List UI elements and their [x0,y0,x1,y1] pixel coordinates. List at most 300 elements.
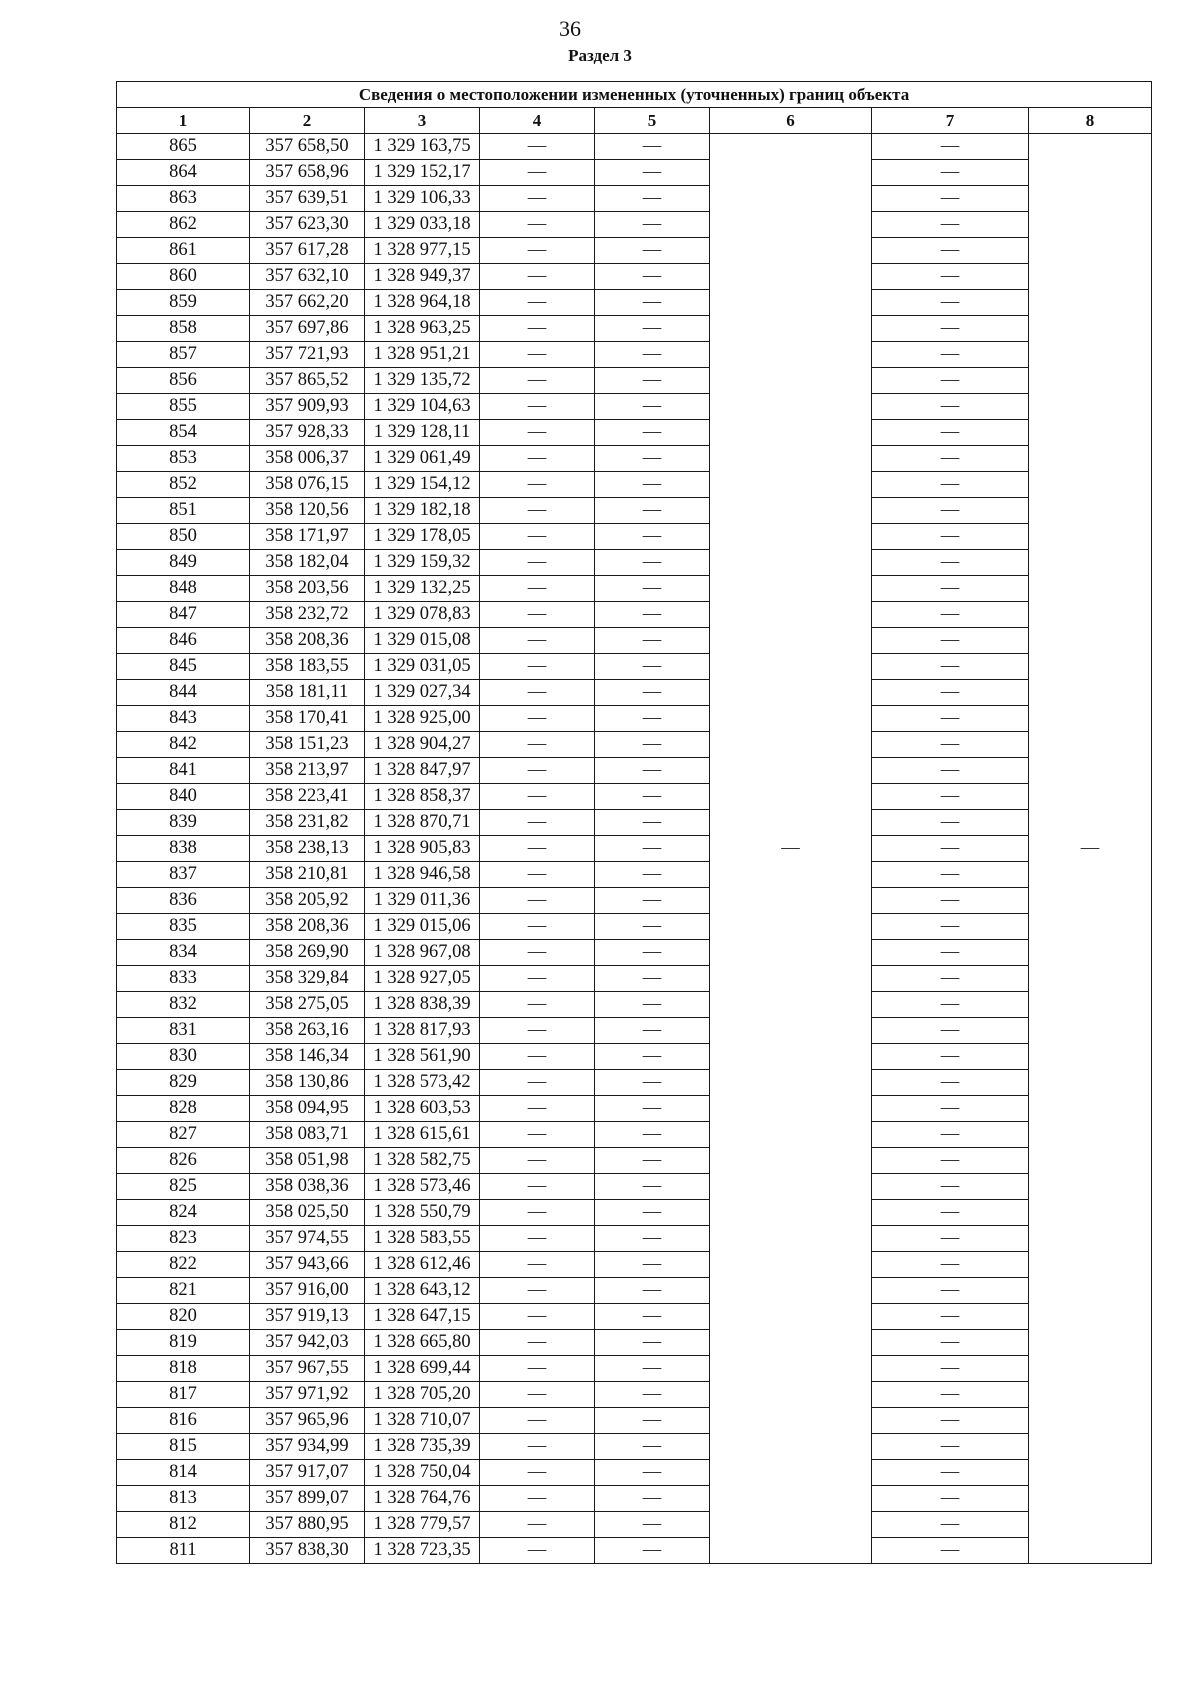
point-number-cell: 815 [117,1434,250,1460]
col7-cell: — [872,1538,1029,1564]
point-number-cell: 855 [117,394,250,420]
y-coordinate-cell: 1 329 027,34 [365,680,480,706]
y-coordinate-cell: 1 328 858,37 [365,784,480,810]
col5-cell: — [595,368,710,394]
table-row [117,316,1152,342]
col7-cell: — [872,1512,1029,1538]
col4-cell: — [480,940,595,966]
x-coordinate-cell: 357 697,86 [250,316,365,342]
col5-cell: — [595,264,710,290]
col7-cell: — [872,1174,1029,1200]
x-coordinate-cell: 358 151,23 [250,732,365,758]
point-number-cell: 860 [117,264,250,290]
col7-cell: — [872,368,1029,394]
col5-cell: — [595,1512,710,1538]
col4-cell: — [480,1252,595,1278]
y-coordinate-cell: 1 329 182,18 [365,498,480,524]
col5-cell: — [595,706,710,732]
table-row [117,940,1152,966]
y-coordinate-cell: 1 328 949,37 [365,264,480,290]
point-number-cell: 856 [117,368,250,394]
col4-cell: — [480,316,595,342]
col5-cell: — [595,1486,710,1512]
col7-cell: — [872,1382,1029,1408]
column-header-3: 3 [365,108,480,134]
point-number-cell: 821 [117,1278,250,1304]
table-row [117,186,1152,212]
table-row [117,394,1152,420]
col5-cell: — [595,524,710,550]
y-coordinate-cell: 1 328 904,27 [365,732,480,758]
y-coordinate-cell: 1 328 643,12 [365,1278,480,1304]
x-coordinate-cell: 358 232,72 [250,602,365,628]
table-row [117,810,1152,836]
col7-cell: — [872,212,1029,238]
x-coordinate-cell: 358 203,56 [250,576,365,602]
y-coordinate-cell: 1 328 615,61 [365,1122,480,1148]
x-coordinate-cell: 358 208,36 [250,628,365,654]
point-number-cell: 825 [117,1174,250,1200]
col4-cell: — [480,576,595,602]
x-coordinate-cell: 357 639,51 [250,186,365,212]
x-coordinate-cell: 358 329,84 [250,966,365,992]
y-coordinate-cell: 1 329 178,05 [365,524,480,550]
col4-cell: — [480,212,595,238]
col4-cell: — [480,602,595,628]
y-coordinate-cell: 1 328 927,05 [365,966,480,992]
x-coordinate-cell: 357 917,07 [250,1460,365,1486]
col7-cell: — [872,1486,1029,1512]
x-coordinate-cell: 357 934,99 [250,1434,365,1460]
point-number-cell: 847 [117,602,250,628]
col7-cell: — [872,1122,1029,1148]
table-row [117,160,1152,186]
point-number-cell: 833 [117,966,250,992]
x-coordinate-cell: 358 120,56 [250,498,365,524]
table-row [117,836,1152,862]
point-number-cell: 854 [117,420,250,446]
col7-cell: — [872,472,1029,498]
x-coordinate-cell: 357 942,03 [250,1330,365,1356]
col7-cell: — [872,862,1029,888]
x-coordinate-cell: 358 038,36 [250,1174,365,1200]
col7-cell: — [872,966,1029,992]
table-row [117,238,1152,264]
y-coordinate-cell: 1 329 135,72 [365,368,480,394]
col7-cell: — [872,238,1029,264]
x-coordinate-cell: 357 909,93 [250,394,365,420]
col4-cell: — [480,498,595,524]
point-number-cell: 816 [117,1408,250,1434]
table-row [117,134,1152,160]
table-row [117,1330,1152,1356]
y-coordinate-cell: 1 329 033,18 [365,212,480,238]
col5-cell: — [595,394,710,420]
col5-cell: — [595,186,710,212]
x-coordinate-cell: 357 880,95 [250,1512,365,1538]
col4-cell: — [480,862,595,888]
column-header-6: 6 [710,108,872,134]
col5-cell: — [595,1538,710,1564]
col7-cell: — [872,550,1029,576]
table-title: Сведения о местоположении измененных (уточненных) границ объекта [117,82,1152,108]
col4-cell: — [480,758,595,784]
x-coordinate-cell: 358 130,86 [250,1070,365,1096]
point-number-cell: 817 [117,1382,250,1408]
col7-cell: — [872,888,1029,914]
point-number-cell: 844 [117,680,250,706]
table-row [117,472,1152,498]
col4-cell: — [480,1044,595,1070]
y-coordinate-cell: 1 328 735,39 [365,1434,480,1460]
point-number-cell: 822 [117,1252,250,1278]
y-coordinate-cell: 1 328 561,90 [365,1044,480,1070]
col7-cell: — [872,992,1029,1018]
col4-cell: — [480,888,595,914]
table-row [117,1200,1152,1226]
table-row [117,342,1152,368]
y-coordinate-cell: 1 329 163,75 [365,134,480,160]
y-coordinate-cell: 1 328 710,07 [365,1408,480,1434]
col4-cell: — [480,1538,595,1564]
col4-cell: — [480,1434,595,1460]
col5-cell: — [595,784,710,810]
col4-cell: — [480,1278,595,1304]
point-number-cell: 834 [117,940,250,966]
point-number-cell: 819 [117,1330,250,1356]
col4-cell: — [480,1096,595,1122]
point-number-cell: 843 [117,706,250,732]
table-row [117,498,1152,524]
column-header-7: 7 [872,108,1029,134]
col5-cell: — [595,134,710,160]
col5-cell: — [595,1226,710,1252]
point-number-cell: 862 [117,212,250,238]
col4-cell: — [480,836,595,862]
y-coordinate-cell: 1 328 779,57 [365,1512,480,1538]
col6-merged-cell: — [710,134,872,1564]
x-coordinate-cell: 358 076,15 [250,472,365,498]
table-row [117,628,1152,654]
point-number-cell: 823 [117,1226,250,1252]
table-row [117,1148,1152,1174]
x-coordinate-cell: 358 083,71 [250,1122,365,1148]
col7-cell: — [872,394,1029,420]
y-coordinate-cell: 1 328 582,75 [365,1148,480,1174]
col5-cell: — [595,966,710,992]
col4-cell: — [480,992,595,1018]
table-row [117,1096,1152,1122]
col5-cell: — [595,1330,710,1356]
page-number: 36 [559,16,581,41]
col4-cell: — [480,1174,595,1200]
col4-cell: — [480,732,595,758]
col5-cell: — [595,810,710,836]
y-coordinate-cell: 1 328 963,25 [365,316,480,342]
y-coordinate-cell: 1 328 838,39 [365,992,480,1018]
col5-cell: — [595,1356,710,1382]
col7-cell: — [872,1408,1029,1434]
x-coordinate-cell: 357 617,28 [250,238,365,264]
x-coordinate-cell: 357 662,20 [250,290,365,316]
y-coordinate-cell: 1 328 573,42 [365,1070,480,1096]
col8-merged-cell: — [1029,134,1152,1564]
col5-cell: — [595,1044,710,1070]
boundary-coordinates-table [116,81,1152,1564]
x-coordinate-cell: 358 171,97 [250,524,365,550]
table-row [117,1070,1152,1096]
point-number-cell: 826 [117,1148,250,1174]
x-coordinate-cell: 358 146,34 [250,1044,365,1070]
col5-cell: — [595,342,710,368]
col7-cell: — [872,342,1029,368]
col7-cell: — [872,160,1029,186]
table-row [117,914,1152,940]
table-row [117,420,1152,446]
y-coordinate-cell: 1 329 128,11 [365,420,480,446]
x-coordinate-cell: 358 263,16 [250,1018,365,1044]
table-row [117,264,1152,290]
col5-cell: — [595,160,710,186]
point-number-cell: 828 [117,1096,250,1122]
col5-cell: — [595,1408,710,1434]
point-number-cell: 832 [117,992,250,1018]
col4-cell: — [480,524,595,550]
col7-cell: — [872,446,1029,472]
x-coordinate-cell: 357 965,96 [250,1408,365,1434]
point-number-cell: 864 [117,160,250,186]
col4-cell: — [480,654,595,680]
point-number-cell: 857 [117,342,250,368]
y-coordinate-cell: 1 328 764,76 [365,1486,480,1512]
point-number-cell: 835 [117,914,250,940]
x-coordinate-cell: 357 971,92 [250,1382,365,1408]
col5-cell: — [595,680,710,706]
col4-cell: — [480,1382,595,1408]
x-coordinate-cell: 357 623,30 [250,212,365,238]
col7-cell: — [872,654,1029,680]
col4-cell: — [480,966,595,992]
table-row [117,1018,1152,1044]
x-coordinate-cell: 358 238,13 [250,836,365,862]
col4-cell: — [480,1460,595,1486]
col4-cell: — [480,1486,595,1512]
table-row [117,1486,1152,1512]
col5-cell: — [595,914,710,940]
table-row [117,1408,1152,1434]
y-coordinate-cell: 1 329 152,17 [365,160,480,186]
col5-cell: — [595,732,710,758]
y-coordinate-cell: 1 329 015,08 [365,628,480,654]
col5-cell: — [595,316,710,342]
col5-cell: — [595,1382,710,1408]
col4-cell: — [480,420,595,446]
col5-cell: — [595,1278,710,1304]
y-coordinate-cell: 1 329 061,49 [365,446,480,472]
col4-cell: — [480,1226,595,1252]
x-coordinate-cell: 357 658,96 [250,160,365,186]
x-coordinate-cell: 358 181,11 [250,680,365,706]
col7-cell: — [872,706,1029,732]
col7-cell: — [872,576,1029,602]
col7-cell: — [872,1200,1029,1226]
point-number-cell: 865 [117,134,250,160]
col4-cell: — [480,264,595,290]
x-coordinate-cell: 357 974,55 [250,1226,365,1252]
col4-cell: — [480,186,595,212]
col7-cell: — [872,1226,1029,1252]
point-number-cell: 853 [117,446,250,472]
table-row [117,524,1152,550]
col7-cell: — [872,914,1029,940]
col5-cell: — [595,1148,710,1174]
table-body [117,134,1152,1564]
y-coordinate-cell: 1 328 665,80 [365,1330,480,1356]
y-coordinate-cell: 1 329 104,63 [365,394,480,420]
col5-cell: — [595,940,710,966]
column-header-8: 8 [1029,108,1152,134]
col5-cell: — [595,1304,710,1330]
y-coordinate-cell: 1 328 612,46 [365,1252,480,1278]
col5-cell: — [595,446,710,472]
y-coordinate-cell: 1 328 699,44 [365,1356,480,1382]
col7-cell: — [872,1018,1029,1044]
col7-cell: — [872,1148,1029,1174]
col5-cell: — [595,1070,710,1096]
y-coordinate-cell: 1 328 946,58 [365,862,480,888]
table-row [117,1538,1152,1564]
col7-cell: — [872,316,1029,342]
col5-cell: — [595,628,710,654]
y-coordinate-cell: 1 328 550,79 [365,1200,480,1226]
y-coordinate-cell: 1 328 647,15 [365,1304,480,1330]
table-title-row [117,82,1152,108]
col4-cell: — [480,784,595,810]
table-row [117,862,1152,888]
point-number-cell: 836 [117,888,250,914]
table-row [117,706,1152,732]
y-coordinate-cell: 1 328 847,97 [365,758,480,784]
table-row [117,654,1152,680]
table-row [117,446,1152,472]
col5-cell: — [595,420,710,446]
x-coordinate-cell: 357 928,33 [250,420,365,446]
col5-cell: — [595,1200,710,1226]
x-coordinate-cell: 357 838,30 [250,1538,365,1564]
col7-cell: — [872,784,1029,810]
col7-cell: — [872,836,1029,862]
col4-cell: — [480,472,595,498]
table-row [117,1356,1152,1382]
col4-cell: — [480,628,595,654]
col7-cell: — [872,628,1029,654]
col4-cell: — [480,914,595,940]
col4-cell: — [480,550,595,576]
col5-cell: — [595,758,710,784]
col4-cell: — [480,1304,595,1330]
y-coordinate-cell: 1 328 977,15 [365,238,480,264]
point-number-cell: 842 [117,732,250,758]
x-coordinate-cell: 358 170,41 [250,706,365,732]
point-number-cell: 863 [117,186,250,212]
col7-cell: — [872,1330,1029,1356]
y-coordinate-cell: 1 329 078,83 [365,602,480,628]
col5-cell: — [595,238,710,264]
col7-cell: — [872,1252,1029,1278]
column-header-5: 5 [595,108,710,134]
point-number-cell: 840 [117,784,250,810]
point-number-cell: 811 [117,1538,250,1564]
table-row [117,290,1152,316]
table-row [117,1304,1152,1330]
col7-cell: — [872,186,1029,212]
y-coordinate-cell: 1 328 967,08 [365,940,480,966]
point-number-cell: 859 [117,290,250,316]
col4-cell: — [480,290,595,316]
table-row [117,212,1152,238]
column-header-4: 4 [480,108,595,134]
point-number-cell: 837 [117,862,250,888]
point-number-cell: 861 [117,238,250,264]
table-row [117,888,1152,914]
table-row [117,1122,1152,1148]
col4-cell: — [480,706,595,732]
col5-cell: — [595,654,710,680]
col5-cell: — [595,1122,710,1148]
col4-cell: — [480,1018,595,1044]
x-coordinate-cell: 358 208,36 [250,914,365,940]
col7-cell: — [872,420,1029,446]
col5-cell: — [595,498,710,524]
x-coordinate-cell: 358 210,81 [250,862,365,888]
col5-cell: — [595,1018,710,1044]
col5-cell: — [595,576,710,602]
col5-cell: — [595,992,710,1018]
col4-cell: — [480,1512,595,1538]
table-row [117,1460,1152,1486]
point-number-cell: 838 [117,836,250,862]
col4-cell: — [480,1148,595,1174]
table-row [117,1174,1152,1200]
col4-cell: — [480,810,595,836]
point-number-cell: 849 [117,550,250,576]
x-coordinate-cell: 358 183,55 [250,654,365,680]
x-coordinate-cell: 358 094,95 [250,1096,365,1122]
y-coordinate-cell: 1 328 603,53 [365,1096,480,1122]
x-coordinate-cell: 358 275,05 [250,992,365,1018]
col4-cell: — [480,1200,595,1226]
y-coordinate-cell: 1 328 723,35 [365,1538,480,1564]
col4-cell: — [480,1070,595,1096]
y-coordinate-cell: 1 329 132,25 [365,576,480,602]
table-row [117,1226,1152,1252]
x-coordinate-cell: 357 916,00 [250,1278,365,1304]
column-header-1: 1 [117,108,250,134]
table-row [117,576,1152,602]
table-row [117,1434,1152,1460]
point-number-cell: 820 [117,1304,250,1330]
col7-cell: — [872,290,1029,316]
y-coordinate-cell: 1 328 905,83 [365,836,480,862]
table-row [117,784,1152,810]
x-coordinate-cell: 358 051,98 [250,1148,365,1174]
y-coordinate-cell: 1 328 925,00 [365,706,480,732]
point-number-cell: 818 [117,1356,250,1382]
col7-cell: — [872,524,1029,550]
point-number-cell: 824 [117,1200,250,1226]
col5-cell: — [595,1460,710,1486]
point-number-cell: 850 [117,524,250,550]
